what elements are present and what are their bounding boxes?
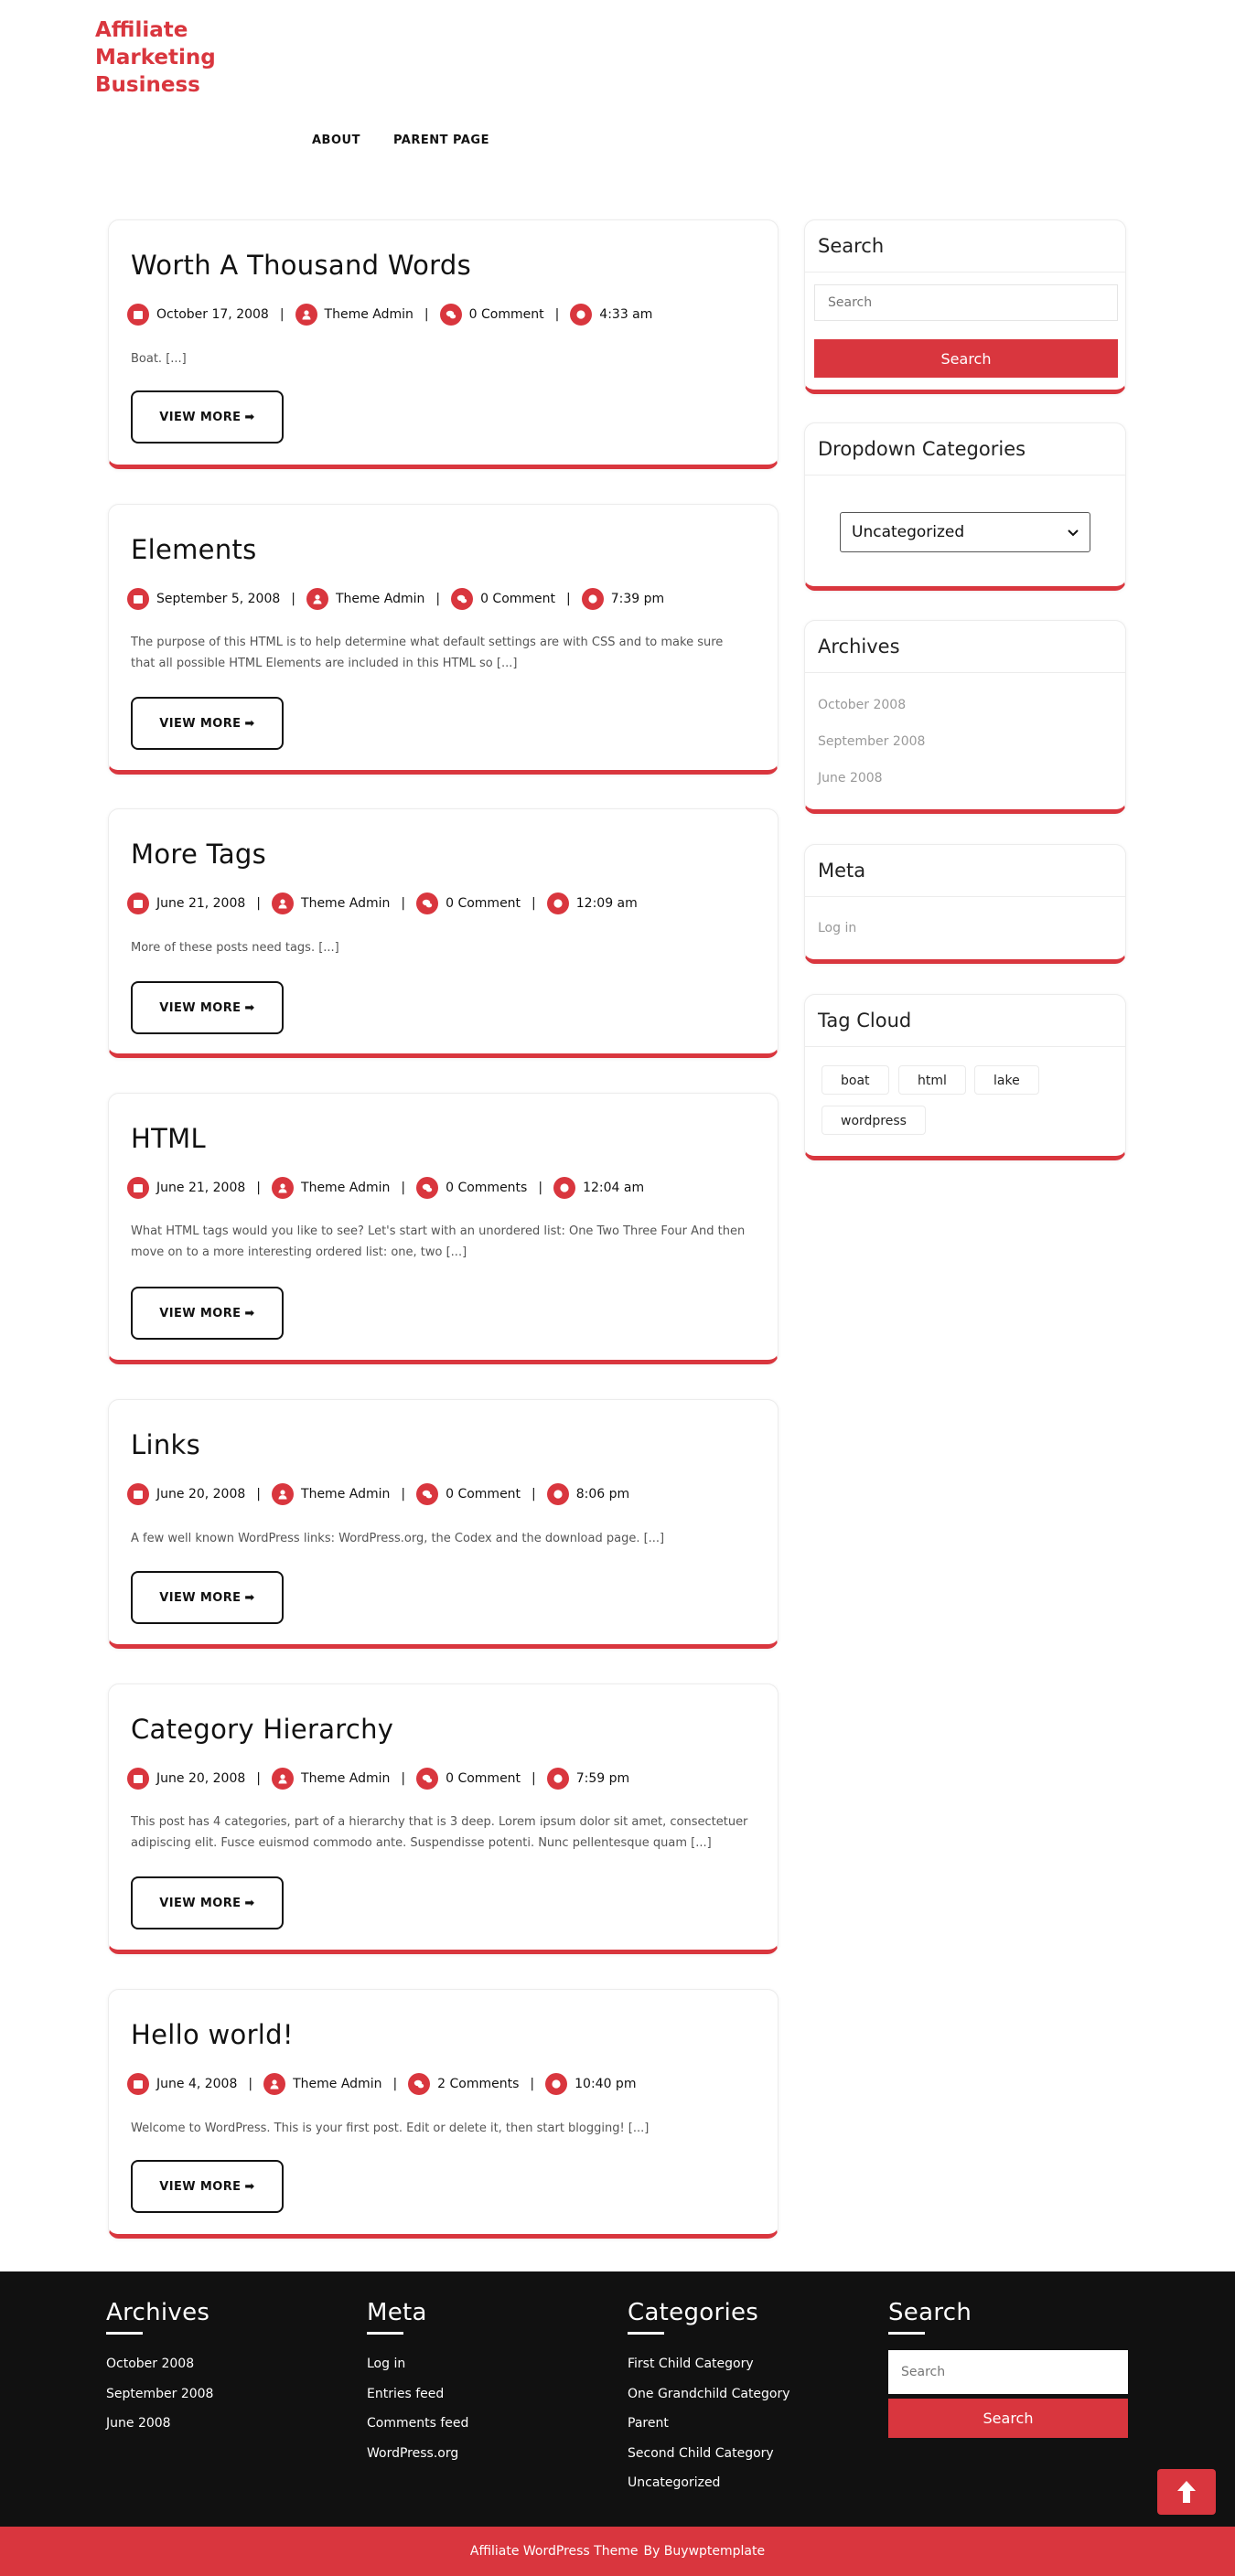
calendar-icon [127, 588, 149, 610]
post-comments[interactable]: 2 Comments [437, 2077, 520, 2091]
post-comments[interactable]: 0 Comments [446, 1181, 528, 1195]
footer-category-link[interactable]: Parent [628, 2416, 669, 2431]
post-title[interactable]: HTML [131, 1123, 206, 1154]
post-date[interactable]: June 21, 2008 [156, 896, 246, 911]
user-icon [272, 1768, 294, 1790]
sidebar-search-input[interactable] [814, 284, 1118, 321]
footer-archive-link[interactable]: October 2008 [106, 2357, 195, 2371]
post-excerpt: This post has 4 categories, part of a hierarchy that is 3 deep. Lorem ipsum dolor sit amet, consectetuer adipiscing elit. Fusce euismod commodo ante. Suspendisse potenti. Nunc pellentesque quam [...] [131, 1815, 748, 1850]
clock-icon [582, 588, 604, 610]
footer-title-underline [367, 2332, 403, 2335]
post-comments[interactable]: 0 Comment [446, 896, 521, 911]
post-comments[interactable]: 0 Comment [446, 1487, 521, 1502]
footer-category-link[interactable]: Second Child Category [628, 2446, 774, 2461]
post-author[interactable]: Theme Admin [301, 1771, 391, 1786]
user-icon [272, 1483, 294, 1505]
post-meta: June 21, 2008 | Theme Admin | 0 Comment | 12:09 am [127, 893, 638, 914]
post-excerpt: What HTML tags would you like to see? Let's start with an unordered list: One Two Three Four And then move on to a more interesting ordered list: one, two [...] [131, 1224, 746, 1259]
post-card [108, 1093, 779, 1364]
widget-title: Dropdown Categories [805, 423, 1125, 476]
view-more-label: VIEW MORE [159, 716, 242, 731]
post-author[interactable]: Theme Admin [324, 307, 413, 322]
site-title[interactable]: Affiliate Marketing Business [95, 18, 216, 97]
widget-title: Meta [805, 845, 1125, 897]
post-card [108, 1989, 779, 2239]
archive-link[interactable]: September 2008 [818, 734, 926, 749]
clock-icon [570, 304, 592, 326]
post-date[interactable]: June 4, 2008 [156, 2077, 238, 2091]
category-select-value: Uncategorized [852, 523, 965, 541]
post-card [108, 1683, 779, 1954]
sidebar-meta-widget [804, 844, 1126, 964]
post-excerpt: Boat. [...] [131, 352, 187, 366]
post-time: 8:06 pm [575, 1487, 630, 1502]
footer-categories-title: Categories [628, 2299, 759, 2326]
tag-link[interactable]: wordpress [822, 1106, 926, 1135]
post-comments[interactable]: 0 Comment [446, 1771, 521, 1786]
credits-bar [0, 2527, 1235, 2576]
comments-icon [416, 1177, 438, 1199]
tag-link[interactable]: boat [822, 1065, 889, 1095]
sidebar-tagcloud-widget [804, 994, 1126, 1160]
post-time: 4:33 am [599, 307, 653, 322]
post-excerpt: The purpose of this HTML is to help determine what default settings are with CSS and to make sure that all possible HTML Elements are included in this HTML so [...] [131, 636, 724, 670]
view-more-button[interactable] [131, 2160, 284, 2213]
view-more-button[interactable] [131, 697, 284, 750]
post-excerpt: More of these posts need tags. [...] [131, 941, 339, 955]
post-author[interactable]: Theme Admin [336, 592, 425, 606]
user-icon [263, 2073, 285, 2095]
comments-icon [408, 2073, 430, 2095]
user-icon [272, 893, 294, 914]
view-more-label: VIEW MORE [159, 410, 242, 424]
site-footer [0, 2271, 1235, 2527]
post-time: 10:40 pm [575, 2077, 637, 2091]
post-title[interactable]: Elements [131, 534, 257, 565]
widget-title: Search [805, 220, 1125, 273]
user-icon [306, 588, 328, 610]
post-meta: June 20, 2008 | Theme Admin | 0 Comment | 7:59 pm [127, 1768, 629, 1790]
footer-meta-link[interactable]: Comments feed [367, 2416, 469, 2431]
sidebar-search-button[interactable]: Search [814, 339, 1118, 378]
post-title[interactable]: Category Hierarchy [131, 1714, 394, 1745]
post-meta: October 17, 2008 | Theme Admin | 0 Comment | 4:33 am [127, 304, 652, 326]
footer-search-title: Search [888, 2299, 972, 2326]
user-icon [272, 1177, 294, 1199]
post-card [108, 219, 779, 469]
arrow-right-icon: ➡ [244, 1306, 255, 1320]
clock-icon [553, 1177, 575, 1199]
post-title[interactable]: Links [131, 1429, 200, 1460]
post-time: 7:59 pm [575, 1771, 630, 1786]
arrow-right-icon: ➡ [244, 1590, 255, 1605]
post-excerpt: A few well known WordPress links: WordPress.org, the Codex and the download page. [...] [131, 1532, 665, 1545]
post-title[interactable]: Worth A Thousand Words [131, 250, 472, 281]
footer-title-underline [888, 2332, 925, 2335]
post-date[interactable]: June 20, 2008 [156, 1771, 246, 1786]
main-nav [312, 134, 489, 147]
calendar-icon [127, 304, 149, 326]
view-more-label: VIEW MORE [159, 1896, 242, 1910]
post-time: 12:09 am [575, 896, 638, 911]
tag-link[interactable]: lake [974, 1065, 1039, 1095]
comments-icon [440, 304, 462, 326]
post-meta: September 5, 2008 | Theme Admin | 0 Comment | 7:39 pm [127, 588, 664, 610]
user-icon [295, 304, 317, 326]
footer-archive-link[interactable]: June 2008 [106, 2416, 171, 2431]
nav-item-about[interactable]: ABOUT [312, 134, 360, 147]
footer-archives-title: Archives [106, 2299, 210, 2326]
nav-item-parent-page[interactable]: PARENT PAGE [392, 134, 489, 147]
post-author[interactable]: Theme Admin [301, 1181, 391, 1195]
sidebar-archives-widget [804, 620, 1126, 814]
login-link[interactable]: Log in [818, 921, 857, 935]
post-date[interactable]: September 5, 2008 [156, 592, 281, 606]
arrow-right-icon: ➡ [244, 1000, 255, 1015]
clock-icon [547, 893, 569, 914]
category-select[interactable] [840, 512, 1090, 552]
footer-archive-link[interactable]: September 2008 [106, 2387, 214, 2401]
widget-title: Archives [805, 621, 1125, 673]
footer-meta-link[interactable]: Log in [367, 2357, 406, 2371]
clock-icon [547, 1483, 569, 1505]
post-author[interactable]: Theme Admin [301, 1487, 391, 1502]
chevron-down-icon [1068, 523, 1079, 541]
calendar-icon [127, 893, 149, 914]
view-more-label: VIEW MORE [159, 1590, 242, 1605]
calendar-icon [127, 1768, 149, 1790]
footer-search-button[interactable]: Search [888, 2399, 1128, 2438]
credits-theme-link[interactable]: Affiliate WordPress Theme [469, 2544, 639, 2559]
post-title[interactable]: Hello world! [131, 2019, 294, 2050]
post-title[interactable]: More Tags [131, 839, 267, 870]
post-comments[interactable]: 0 Comment [468, 307, 544, 322]
post-date[interactable]: June 20, 2008 [156, 1487, 246, 1502]
calendar-icon [127, 1483, 149, 1505]
arrow-right-icon: ➡ [244, 2179, 255, 2194]
post-time: 12:04 am [583, 1181, 645, 1195]
footer-meta-title: Meta [367, 2299, 427, 2326]
comments-icon [416, 893, 438, 914]
post-meta: June 4, 2008 | Theme Admin | 2 Comments | 10:40 pm [127, 2073, 636, 2095]
view-more-button[interactable] [131, 1571, 284, 1624]
arrow-right-icon: ➡ [244, 716, 255, 731]
footer-category-link[interactable]: Uncategorized [628, 2475, 721, 2490]
archive-link[interactable]: June 2008 [818, 771, 883, 786]
view-more-label: VIEW MORE [159, 2179, 242, 2194]
footer-title-underline [106, 2332, 143, 2335]
post-author[interactable]: Theme Admin [301, 896, 391, 911]
post-meta: June 21, 2008 | Theme Admin | 0 Comments | 12:04 am [127, 1177, 644, 1199]
archive-link[interactable]: October 2008 [818, 698, 907, 712]
view-more-button[interactable] [131, 981, 284, 1034]
post-time: 7:39 pm [610, 592, 665, 606]
view-more-label: VIEW MORE [159, 1000, 242, 1015]
post-excerpt: Welcome to WordPress. This is your first post. Edit or delete it, then start blogging! [...] [131, 2122, 650, 2135]
sidebar-search-widget [804, 219, 1126, 394]
post-meta: June 20, 2008 | Theme Admin | 0 Comment | 8:06 pm [127, 1483, 629, 1505]
footer-search-input[interactable] [888, 2350, 1128, 2394]
credits-by: By Buywptemplate [643, 2544, 766, 2559]
footer-title-underline [628, 2332, 664, 2335]
view-more-button[interactable] [131, 1876, 284, 1929]
footer-meta-link[interactable]: Entries feed [367, 2387, 445, 2401]
post-comments[interactable]: 0 Comment [480, 592, 556, 606]
clock-icon [547, 1768, 569, 1790]
view-more-button[interactable] [131, 390, 284, 444]
tag-link[interactable]: html [898, 1065, 966, 1095]
arrow-right-icon: ➡ [244, 1896, 255, 1910]
arrow-up-icon [1176, 2479, 1197, 2505]
view-more-label: VIEW MORE [159, 1306, 242, 1320]
clock-icon [545, 2073, 567, 2095]
widget-title: Tag Cloud [805, 995, 1125, 1047]
calendar-icon [127, 2073, 149, 2095]
comments-icon [416, 1483, 438, 1505]
comments-icon [451, 588, 473, 610]
view-more-button[interactable] [131, 1287, 284, 1340]
sidebar-dropdown-widget [804, 422, 1126, 591]
arrow-right-icon: ➡ [244, 410, 255, 424]
post-date[interactable]: June 21, 2008 [156, 1181, 246, 1195]
comments-icon [416, 1768, 438, 1790]
post-card [108, 504, 779, 775]
scroll-to-top-button[interactable] [1157, 2469, 1216, 2515]
post-card [108, 1399, 779, 1649]
post-author[interactable]: Theme Admin [293, 2077, 382, 2091]
calendar-icon [127, 1177, 149, 1199]
footer-meta-link[interactable]: WordPress.org [367, 2446, 459, 2461]
footer-category-link[interactable]: One Grandchild Category [628, 2387, 790, 2401]
post-date[interactable]: October 17, 2008 [156, 307, 269, 322]
post-card [108, 808, 779, 1058]
footer-category-link[interactable]: First Child Category [628, 2357, 754, 2371]
